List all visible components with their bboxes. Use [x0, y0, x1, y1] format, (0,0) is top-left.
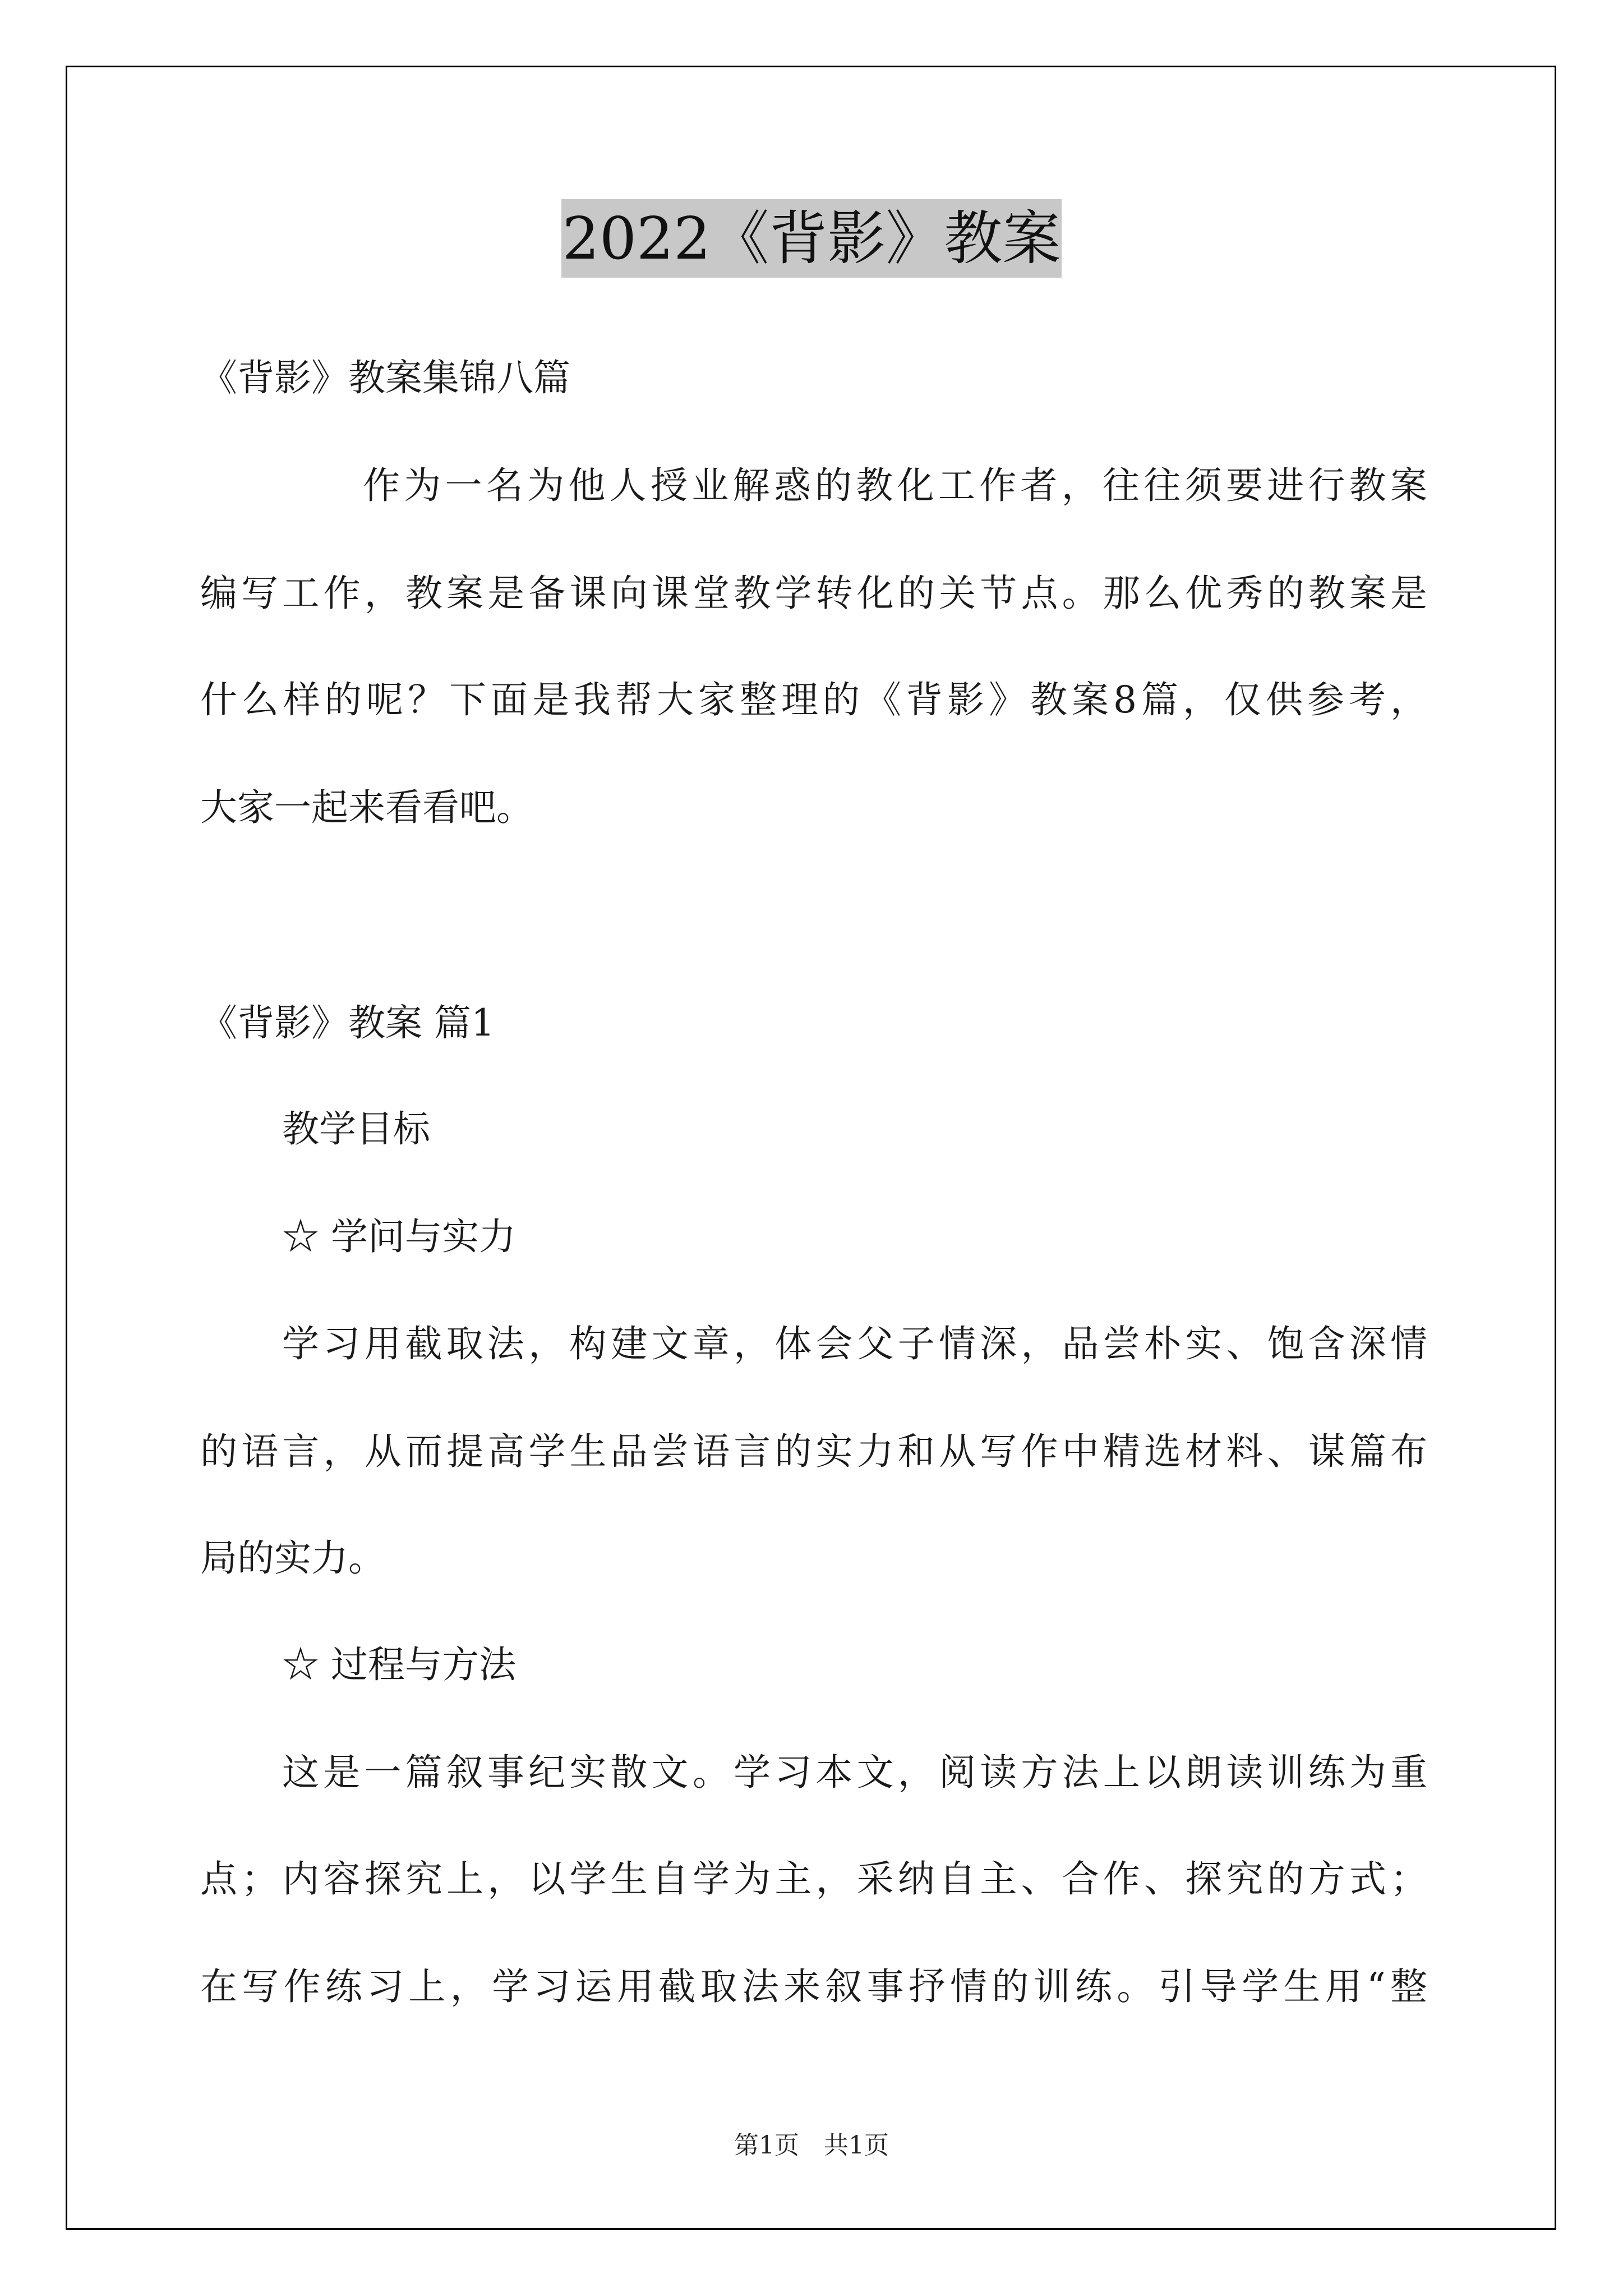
- process-line-1: 这是一篇叙事纪实散文。学习本文，阅读方法上以朗读训练为重: [282, 1751, 1427, 1794]
- section1-goals: 教学目标: [282, 1107, 430, 1151]
- intro-line-2: 编写工作，教案是备课向课堂教学转化的关节点。那么优秀的教案是: [200, 572, 1427, 615]
- knowledge-line-3: 局的实力。: [200, 1536, 385, 1580]
- section1-heading: 《背影》教案 篇1: [200, 1001, 495, 1045]
- intro-line-1: 作为一名为他人授业解惑的教化工作者，往往须要进行教案: [363, 464, 1427, 507]
- document-title: 2022《背影》教案: [561, 199, 1062, 278]
- subtitle: 《背影》教案集锦八篇: [200, 356, 570, 399]
- title-wrap: [0, 199, 1623, 278]
- process-heading: ☆ 过程与方法: [282, 1643, 516, 1686]
- knowledge-line-2: 的语言，从而提高学生品尝语言的实力和从写作中精选材料、谋篇布: [200, 1430, 1427, 1473]
- process-line-3: 在写作练习上，学习运用截取法来叙事抒情的训练。引导学生用“整: [200, 1965, 1427, 2008]
- knowledge-heading: ☆ 学问与实力: [282, 1215, 516, 1258]
- process-line-2: 点；内容探究上，以学生自学为主，采纳自主、合作、探究的方式；: [200, 1857, 1427, 1901]
- intro-line-4: 大家一起来看看吧。: [200, 786, 533, 829]
- intro-line-3: 什么样的呢？下面是我帮大家整理的《背影》教案8篇，仅供参考，: [200, 678, 1427, 721]
- page-footer: 第1页 共1页: [734, 2131, 889, 2160]
- knowledge-line-1: 学习用截取法，构建文章，体会父子情深，品尝朴实、饱含深情: [282, 1322, 1427, 1365]
